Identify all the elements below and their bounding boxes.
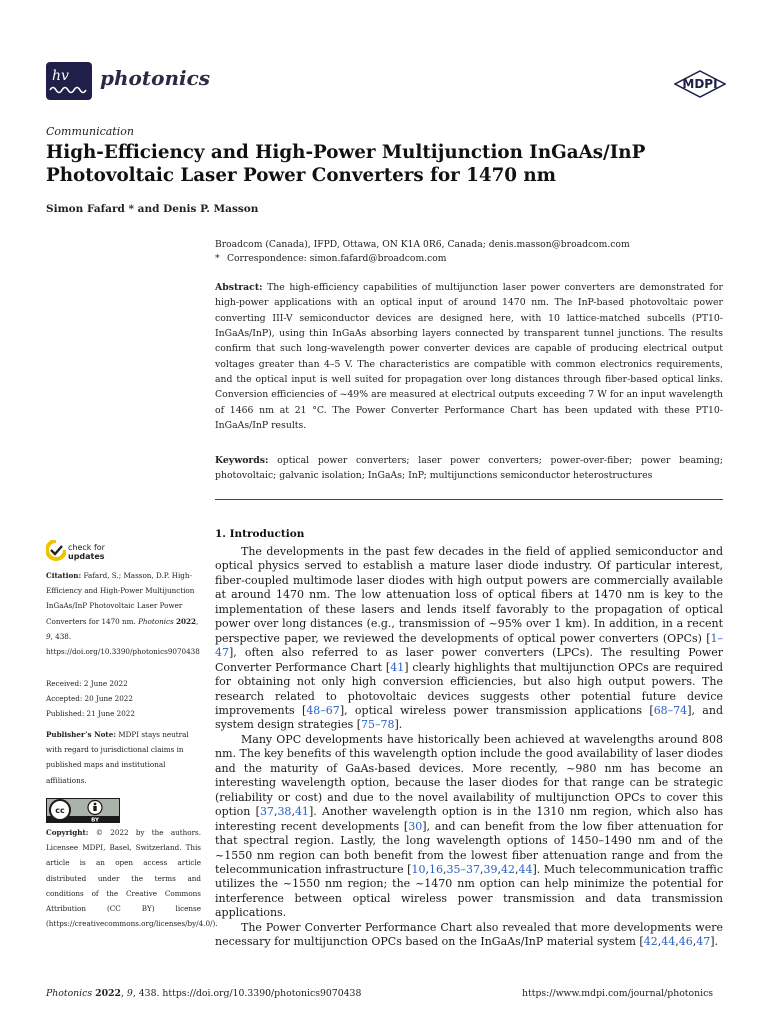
body-text-run: ]. Another wavelength option is in the 1310 nm region, which also has interesting recent developments [: [215, 805, 723, 833]
footer-volume: 9: [126, 988, 133, 999]
body-text-run: ] clearly highlights that multijunction OPCs are required for obtaining not only high conversion efficiencies, but also high output powers. The research related to photovoltaic devices suggests other potential future device improvements [: [215, 660, 723, 717]
body-text-run: ,: [442, 862, 447, 876]
citation-link[interactable]: 1–47: [215, 631, 723, 660]
publisher-note-label: Publisher’s Note:: [46, 730, 116, 739]
citation-link[interactable]: 10: [411, 862, 426, 876]
body-text-run: ,: [675, 935, 679, 949]
footer-citation: Photonics 2022, 9, 438. https://doi.org/10.3390/photonics9070438: [46, 988, 362, 999]
citation-link[interactable]: 16: [428, 862, 443, 876]
citation-link[interactable]: 68–74: [653, 703, 688, 717]
title-line-1: High-Efficiency and High-Power Multijunction InGaAs/InP: [46, 142, 646, 163]
citation-link[interactable]: 38: [277, 805, 292, 819]
citation-link[interactable]: 30: [408, 819, 423, 833]
body-text-run: ].: [394, 718, 403, 732]
body-text-run: ]. Much telecommunication traffic utilizes the ~1550 nm region; the ~1470 nm option can help minimize the potential for interference between optical wireless power transmission and data transmission applications.: [215, 862, 723, 920]
title-line-2: Photovoltaic Laser Power Converters for 1470 nm: [46, 165, 557, 186]
received-date: Received: 2 June 2022: [46, 679, 128, 688]
paragraph: [215, 545, 723, 733]
body-text-run: ], and system design strategies [: [215, 703, 723, 732]
mdpi-logo-icon: [674, 70, 726, 98]
citation-label: Citation:: [46, 571, 82, 580]
copyright-label: Copyright:: [46, 828, 89, 837]
footer-year: 2022: [95, 988, 121, 999]
citation-link[interactable]: 48–67: [306, 703, 340, 717]
affiliation: Broadcom (Canada), IFPD, Ottawa, ON K1A 0R6, Canada; denis.masson@broadcom.com: [215, 239, 630, 250]
citation-link[interactable]: 47: [696, 935, 711, 949]
keywords-text: optical power converters; laser power converters; power-over-fiber; power beaming; photovoltaic; galvanic isolation; InGaAs; InP; multijunctions semiconductor heterostructures: [215, 455, 723, 482]
copyright-text: © 2022 by the authors. Licensee MDPI, Basel, Switzerland. This article is an open access article distributed under the terms and conditions of the Creative Commons Attribution (CC BY) license (https://creativecommons.org/licenses/by/4.0/).: [46, 828, 218, 929]
citation-year: 2022: [176, 616, 197, 626]
mdpi-logo-text: MDPI: [682, 77, 718, 91]
citation-link[interactable]: 44: [661, 935, 676, 949]
citation-link[interactable]: 41: [390, 660, 405, 674]
body-text-run: ,: [514, 862, 519, 876]
body-text-run: Many OPC developments have historically been achieved at wavelengths around 808 nm. The key benefits of this wavelength option include the good availability of laser diodes and the maturity of GaAs-based devices. More recently, ~980 nm has become an interesting wavelength option, because the laser diodes for that range can be strategic (reliability or cost) and due to the novel availability of multijunction OPCs to cover this option [: [215, 732, 723, 819]
citation-link[interactable]: 44: [518, 862, 533, 876]
body-text-run: ,: [657, 935, 662, 949]
body-text-run: The Power Converter Performance Chart also revealed that more developments were necessary for multijunction OPCs based on the InGaAs/InP material system [: [215, 920, 723, 949]
journal-name: photonics: [100, 66, 211, 90]
citation-link[interactable]: 42: [500, 862, 515, 876]
check-for-updates-icon[interactable]: [46, 540, 66, 562]
body-text-run: ,: [479, 862, 484, 876]
citation-link[interactable]: 42: [643, 935, 658, 949]
citation-volume: 9: [46, 631, 51, 641]
abstract: [215, 280, 723, 433]
citation-link[interactable]: 35–37: [446, 862, 480, 876]
body-text-run: ,: [497, 862, 501, 876]
check-for-updates-line-1: check for: [68, 543, 105, 552]
dates-block: [46, 676, 201, 722]
correspondence: [215, 252, 735, 266]
footer-rest: , 438. https://doi.org/10.3390/photonics9070438: [132, 988, 362, 999]
body-text-run: ,: [273, 805, 278, 819]
abstract-text: The high-efficiency capabilities of multijunction laser power converters are demonstrated for high-power applications with an optical input of around 1470 nm. The InP-based photovoltaic power converting III-V semiconductor devices are designed here, with 10 lattice-matched subcells (PT10-InGaAs/InP), using thin InGaAs absorbing layers connected by transparent tunnel junctions. The results confirm that such long-wavelength power converter devices are capable of producing electrical output voltages greater than 4–5 V. The characteristics are compatible with common electronics requirements, and the optical input is well suited for propagation over long distances through fiber-based optical links. Conversion efficiencies of ~49% are measured at electrical outputs exceeding 7 W for an input wavelength of 1466 nm at 21 °C. The Power Converter Performance Chart has been updated with these PT10-InGaAs/InP results.: [215, 282, 723, 432]
citation-link[interactable]: 75–78: [361, 718, 395, 732]
citation-link[interactable]: 39: [483, 862, 498, 876]
correspondence-text: Correspondence: simon.fafard@broadcom.com: [227, 252, 447, 264]
body-text-run: ], and can benefit from the low fiber attenuation for that spectral region. Lastly, the long wavelength options of 1450–1490 nm and of the ~1550 nm region can both benefit from the lowest fiber attenuation range and from the telecommunication infrastructure [: [215, 819, 723, 876]
cc-by-license-icon[interactable]: [46, 798, 120, 823]
body-text: [215, 545, 723, 950]
citation-link[interactable]: 41: [294, 805, 309, 819]
citation-text: Fafard, S.; Masson, D.P. High-Efficiency and High-Power Multijunction InGaAs/InP Photovoltaic Laser Power Converters for 1470 nm.: [46, 571, 195, 626]
footer-journal: Photonics: [46, 988, 93, 999]
paragraph: [215, 733, 723, 921]
publisher-note-text: MDPI stays neutral with regard to jurisdictional claims in published maps and institutional affiliations.: [46, 730, 189, 785]
body-text-run: ], often also referred to as laser power converters (LPCs). The resulting Power Converter Performance Chart [: [215, 646, 723, 674]
journal-logo-text: hv: [52, 68, 69, 84]
correspondence-marker: *: [215, 252, 220, 264]
check-for-updates-line-2: updates: [68, 552, 105, 561]
journal-logo-icon: [44, 60, 94, 102]
article-type: Communication: [46, 125, 134, 138]
body-text-run: ].: [710, 935, 718, 949]
citation-rest: , 438. https://doi.org/10.3390/photonics9070438: [46, 631, 200, 657]
footer-url[interactable]: https://www.mdpi.com/journal/photonics: [522, 988, 714, 999]
body-text-run: ,: [291, 805, 295, 819]
publisher-note: [46, 727, 201, 788]
keywords-label: Keywords:: [215, 455, 269, 466]
body-text-run: The developments in the past few decades in the field of applied semiconductor and optical physics served to establish a mature laser diode industry. Of particular interest, fiber-coupled multimode laser diodes with high output powers are commercially available at around 1470 nm. The low attenuation loss of optical fibers at 1470 nm is key to the implementation of these lasers and lends itself favorably to the propagation of optical power over long distances (e.g., transmission of ~95% over 1 km). In addition, in a recent perspective paper, we reviewed the developments of optical power converters (OPCs) [: [215, 545, 723, 645]
affiliation-block: [215, 238, 735, 265]
section-title: 1. Introduction: [215, 528, 305, 540]
citation-link[interactable]: 46: [678, 935, 693, 949]
section-divider: [215, 499, 723, 500]
check-for-updates-label[interactable]: [68, 543, 105, 561]
article-title: [46, 141, 726, 187]
author-list: Simon Fafard * and Denis P. Masson: [46, 203, 259, 215]
cc-text: cc: [55, 806, 65, 815]
accepted-date: Accepted: 20 June 2022: [46, 694, 133, 704]
citation-link[interactable]: 37: [259, 805, 274, 819]
citation-block: Citation: Fafard, S.; Masson, D.P. High-Efficiency and High-Power Multijunction InGaAs/InP Photovoltaic Laser Power Converters for 1470 nm. Photonics 2022, 9, 438. https://doi.org/10.3390/photonics9070438: [46, 571, 200, 657]
by-text: BY: [91, 817, 99, 823]
citation-journal: Photonics: [138, 616, 174, 626]
body-text-run: ,: [692, 935, 697, 949]
body-text-run: ], optical wireless power transmission applications [: [339, 703, 654, 717]
published-date: Published: 21 June 2022: [46, 709, 135, 719]
keywords: [215, 453, 723, 483]
abstract-label: Abstract:: [215, 282, 263, 293]
paragraph: [215, 921, 723, 950]
body-text-run: ,: [425, 862, 429, 876]
copyright-block: [46, 825, 218, 931]
